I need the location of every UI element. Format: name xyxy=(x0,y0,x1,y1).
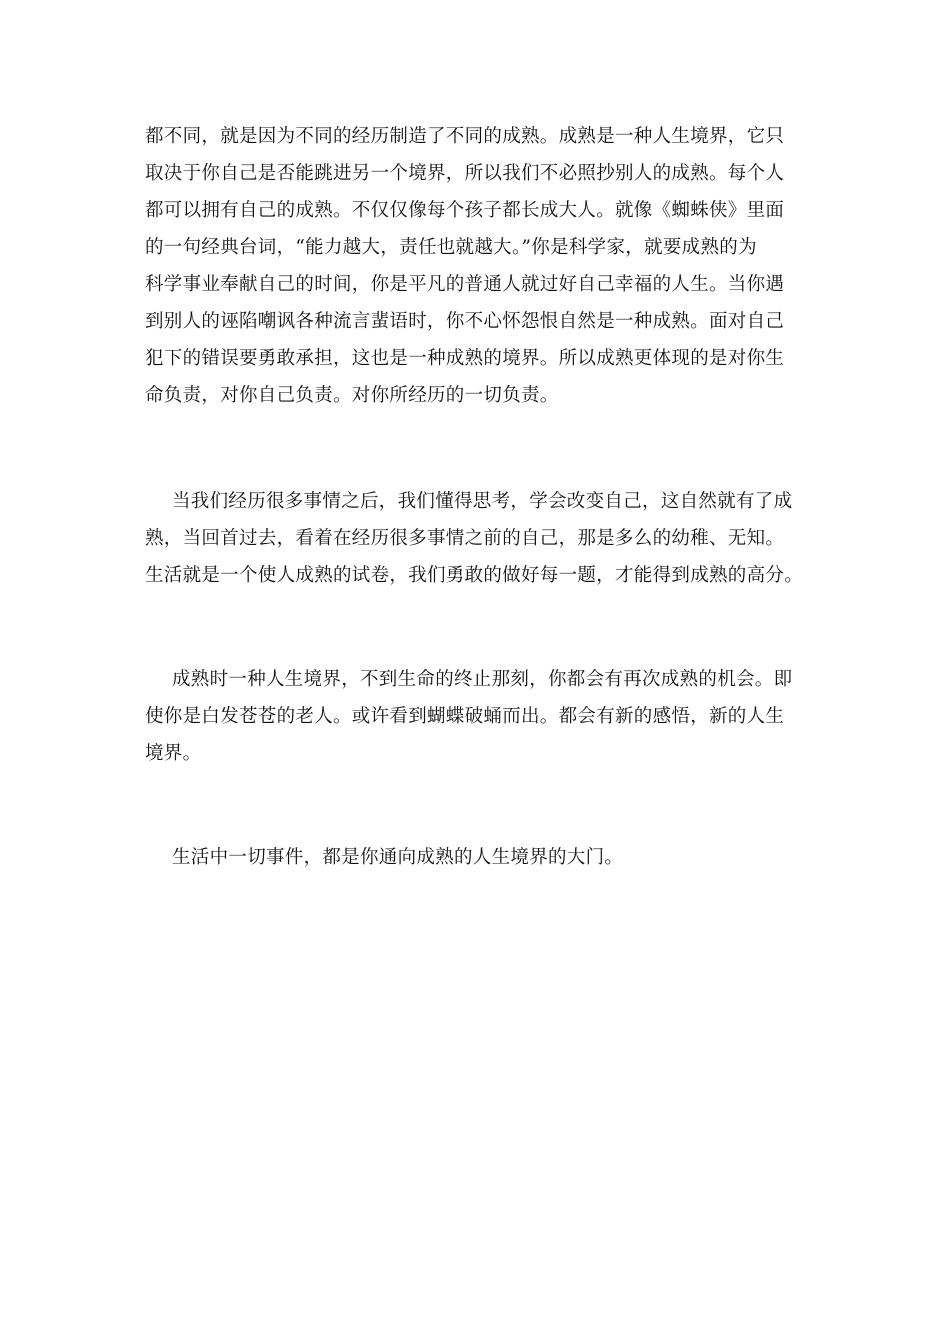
paragraph-line: 都可以拥有自己的成熟。不仅仅像每个孩子都长成大人。就像《蜘蛛侠》里面 xyxy=(145,200,785,221)
paragraph-line: 生活就是一个使人成熟的试卷，我们勇敢的做好每一题，才能得到成熟的高分。 xyxy=(145,565,804,586)
paragraph-line: 的一句经典台词，“能力越大，责任也就越大。”你是科学家，就要成熟的为 xyxy=(145,237,757,258)
paragraph-line: 取决于你自己是否能跳进另一个境界，所以我们不必照抄别人的成熟。每个人 xyxy=(145,163,785,184)
paragraph-line: 都不同，就是因为不同的经历制造了不同的成熟。成熟是一种人生境界，它只 xyxy=(145,126,785,147)
paragraph-line: 生活中一切事件，都是你通向成熟的人生境界的大门。 xyxy=(172,847,624,868)
paragraph-line: 熟，当回首过去，看着在经历很多事情之前的自己，那是多么的幼稚、无知。 xyxy=(145,528,785,549)
paragraph-line: 当我们经历很多事情之后，我们懂得思考，学会改变自己，这自然就有了成 xyxy=(172,491,793,512)
paragraph-line: 到别人的诬陷嘲讽各种流言蜚语时，你不心怀怨恨自然是一种成熟。面对自己 xyxy=(145,311,785,332)
paragraph-line: 境界。 xyxy=(145,743,202,764)
paragraph-line: 科学事业奉献自己的时间，你是平凡的普通人就过好自己幸福的人生。当你遇 xyxy=(145,274,785,295)
paragraph-line: 犯下的错误要勇敢承担，这也是一种成熟的境界。所以成熟更体现的是对你生 xyxy=(145,348,785,369)
paragraph-line: 成熟时一种人生境界，不到生命的终止那刻，你都会有再次成熟的机会。即 xyxy=(172,669,793,690)
paragraph-line: 使你是白发苍苍的老人。或许看到蝴蝶破蛹而出。都会有新的感悟，新的人生 xyxy=(145,706,785,727)
paragraph-line: 命负责，对你自己负责。对你所经历的一切负责。 xyxy=(145,385,559,406)
